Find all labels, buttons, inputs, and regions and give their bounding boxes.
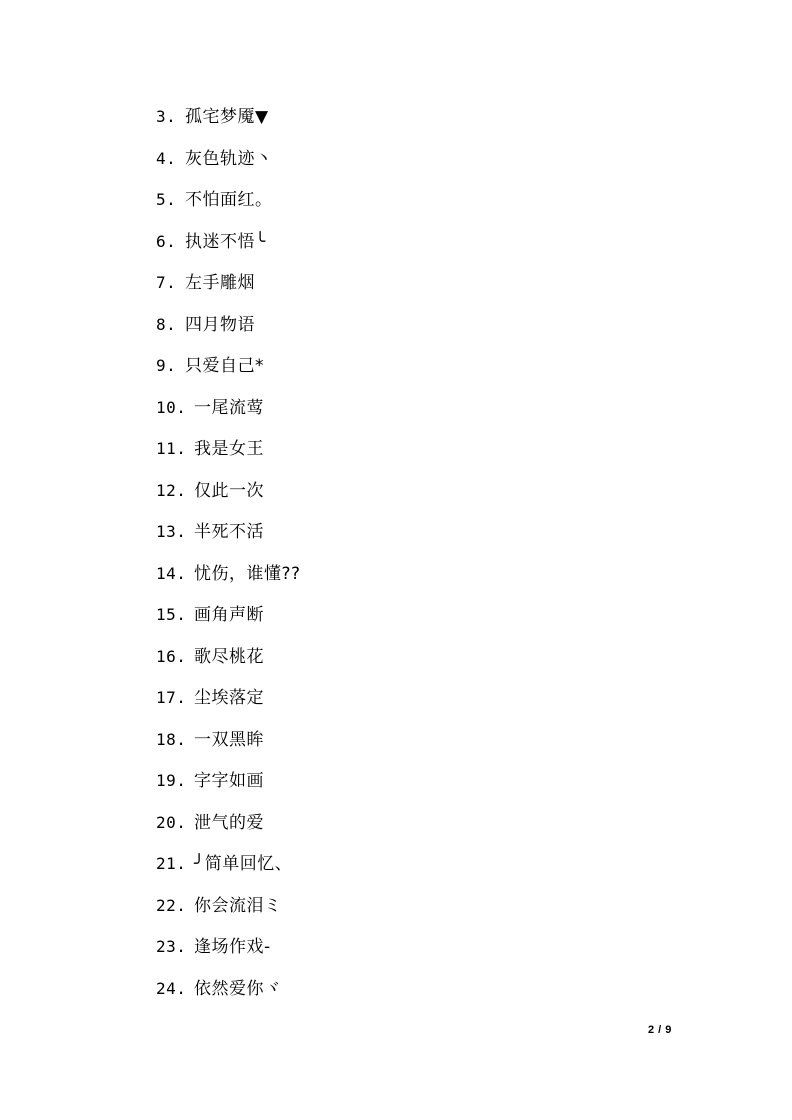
list-item xyxy=(156,976,301,1018)
item-text: 只爱自己* xyxy=(185,356,264,376)
list-item xyxy=(156,851,301,893)
item-number: 10. xyxy=(156,397,187,417)
list-item xyxy=(156,229,301,271)
item-number: 24. xyxy=(156,978,187,998)
list-item xyxy=(156,644,301,686)
list-item xyxy=(156,519,301,561)
list-item xyxy=(156,727,301,769)
item-number: 7. xyxy=(156,273,177,292)
list-item xyxy=(156,934,301,976)
list-item xyxy=(156,893,301,935)
item-number: 14. xyxy=(156,563,187,583)
list-item xyxy=(156,312,301,354)
item-text: 仅此一次 xyxy=(194,480,264,501)
item-text: 执迷不悟╰ xyxy=(185,231,266,252)
item-text: 四月物语 xyxy=(185,314,255,335)
item-text: 半死不活 xyxy=(194,522,264,542)
item-number: 11. xyxy=(156,439,187,458)
item-number: 8. xyxy=(156,314,177,334)
item-number: 5. xyxy=(156,190,177,209)
item-text: 依然爱你ヾ xyxy=(194,978,282,999)
item-number: 21. xyxy=(156,854,187,873)
list-item xyxy=(156,602,301,644)
item-text: 我是女王 xyxy=(194,439,264,459)
item-text: 孤宅梦魇▼ xyxy=(185,107,269,127)
item-number: 13. xyxy=(156,522,187,541)
item-number: 20. xyxy=(156,812,187,832)
item-text: 画角声断 xyxy=(194,605,264,625)
item-number: 15. xyxy=(156,605,187,624)
list-item xyxy=(156,353,301,395)
list-item xyxy=(156,478,301,520)
list-item xyxy=(156,685,301,727)
list-item xyxy=(156,436,301,478)
item-text: 字字如画 xyxy=(194,771,264,791)
item-number: 19. xyxy=(156,771,187,790)
list-item xyxy=(156,146,301,188)
list-item xyxy=(156,561,301,603)
item-text: 灰色轨迹丶 xyxy=(185,148,273,169)
item-number: 6. xyxy=(156,231,177,251)
item-text: 一尾流莺 xyxy=(194,397,264,418)
item-number: 16. xyxy=(156,646,187,666)
item-text: 不怕面红。 xyxy=(185,190,273,210)
item-text: 左手雕烟 xyxy=(185,273,255,293)
item-number: 22. xyxy=(156,895,187,915)
list-item xyxy=(156,104,301,146)
page-number: 2 / 9 xyxy=(648,1024,672,1036)
item-text: 歌尽桃花 xyxy=(194,646,264,667)
item-number: 9. xyxy=(156,356,177,375)
numbered-list xyxy=(156,104,301,1017)
item-number: 18. xyxy=(156,729,187,749)
item-text: 忧伤，谁懂?? xyxy=(194,563,301,584)
item-number: 17. xyxy=(156,688,187,707)
item-number: 3. xyxy=(156,107,177,126)
item-number: 4. xyxy=(156,148,177,168)
item-text: 尘埃落定 xyxy=(194,688,264,708)
item-number: 12. xyxy=(156,480,187,500)
list-item xyxy=(156,270,301,312)
item-number: 23. xyxy=(156,937,187,956)
list-item xyxy=(156,810,301,852)
list-item xyxy=(156,187,301,229)
list-item xyxy=(156,768,301,810)
item-text: ╯简单回忆、 xyxy=(194,854,293,874)
item-text: 泄气的爱 xyxy=(194,812,264,833)
item-text: 逢场作戏- xyxy=(194,937,271,957)
list-item xyxy=(156,395,301,437)
item-text: 你会流泪ミ xyxy=(194,895,282,916)
item-text: 一双黑眸 xyxy=(194,729,264,750)
